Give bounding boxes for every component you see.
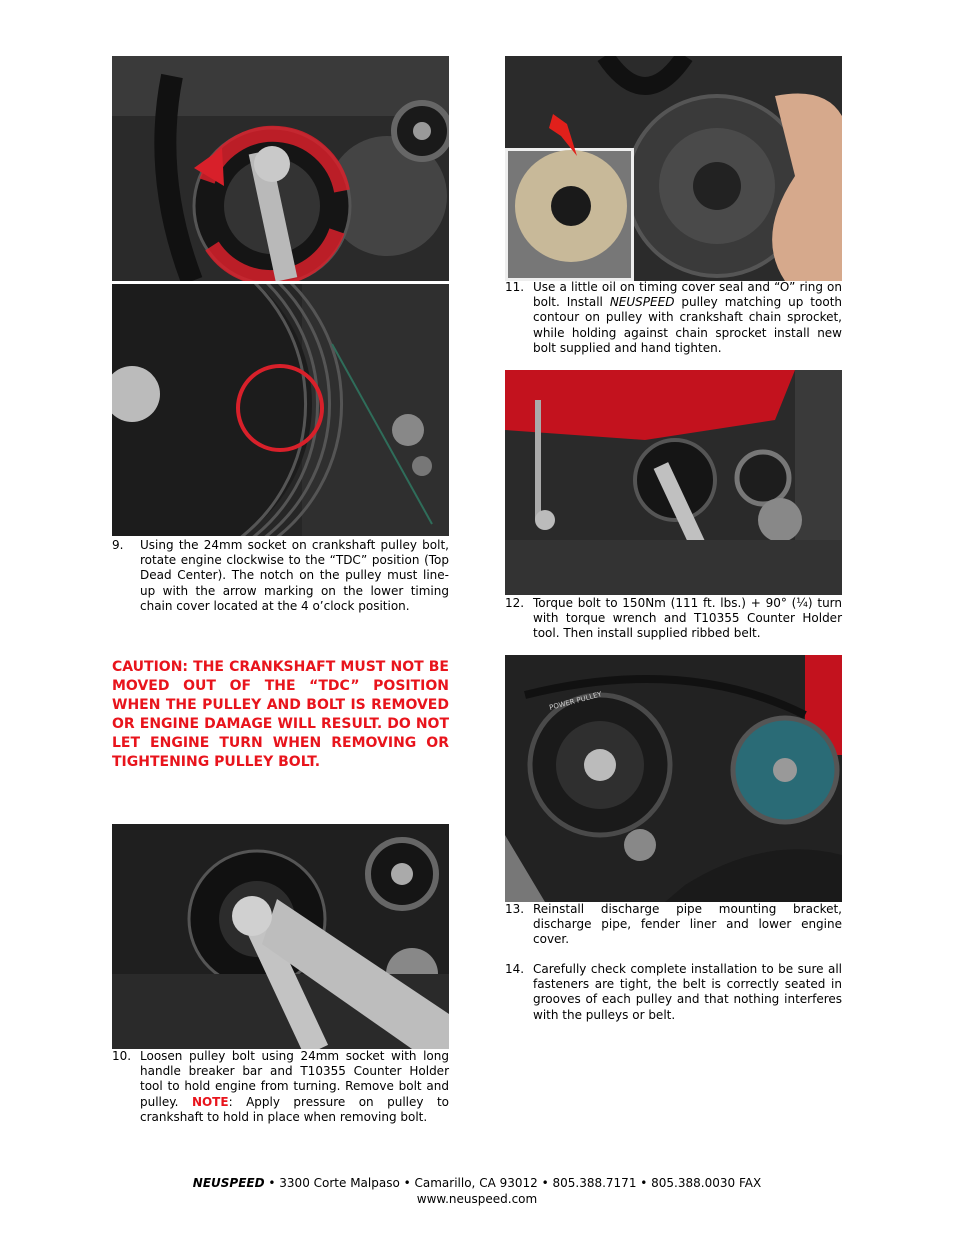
footer-brand: NEUSPEED xyxy=(192,1176,265,1190)
step-number: 9. xyxy=(112,538,124,552)
photo-installed-belt xyxy=(505,655,842,902)
step-number: 13. xyxy=(505,902,525,916)
footer-website[interactable]: www.neuspeed.com xyxy=(416,1192,538,1206)
step-text: Reinstall discharge pipe mounting bracket, discharge pipe, fender liner and lower engine cover. xyxy=(533,902,842,947)
pulley-brand-text: POWER PULLEY xyxy=(548,690,603,712)
step-number: 11. xyxy=(505,280,525,294)
step-text: Loosen pulley bolt using 24mm socket with long handle breaker bar and T10355 Counter Holder tool to hold engine from turning. Remove bolt and pulley. NOTE: Apply pressure on pulley to crankshaft to hold in place when removing bolt. xyxy=(140,1049,449,1124)
step-number: 10. xyxy=(112,1049,132,1063)
photo-socket-rotate xyxy=(112,56,449,281)
step-text: Torque bolt to 150Nm (111 ft. lbs.) + 90° (¼) turn with torque wrench and T10355 Counter Holder tool. Then install supplied ribbed belt. xyxy=(533,596,842,641)
step-text: Carefully check complete installation to be sure all fasteners are tight, the belt is correctly seated in grooves of each pulley and that nothing interferes with the pulleys or belt. xyxy=(533,962,842,1022)
footer-address: • 3300 Corte Malpaso • Camarillo, CA 93012 • 805.388.7171 • 805.388.0030 FAX xyxy=(264,1176,762,1190)
step-10 xyxy=(112,1049,449,1125)
step-text: Using the 24mm socket on crankshaft pulley bolt, rotate engine clockwise to the “TDC” position (Top Dead Center). The notch on the pulley must line-up with the arrow marking on the lower timing chain cover located at the 4 o’clock position. xyxy=(140,538,449,613)
caution-warning: CAUTION: THE CRANKSHAFT MUST NOT BE MOVED OUT OF THE “TDC” POSITION WHEN THE PULLEY AND BOLT IS REMOVED OR ENGINE DAMAGE WILL RESULT. DO NOT LET ENGINE TURN WHEN REMOVING OR TIGHTENING PULLEY BOLT. xyxy=(112,659,449,770)
photo-torque-bolt xyxy=(505,370,842,595)
footer-contact xyxy=(0,1176,954,1191)
step-12 xyxy=(505,596,842,642)
step-number: 14. xyxy=(505,962,525,976)
step-number: 12. xyxy=(505,596,525,610)
photo-install-pulley xyxy=(505,56,842,281)
brand-name: NEUSPEED xyxy=(609,295,675,310)
step-9 xyxy=(112,538,449,614)
step-13 xyxy=(505,902,842,948)
step-text: Use a little oil on timing cover seal and “O” ring on bolt. Install NEUSPEED pulley matching up tooth contour on pulley with crankshaft chain sprocket, while holding against chain sprocket install new bolt supplied and hand tighten. xyxy=(533,280,842,355)
photo-tdc-notch xyxy=(112,284,449,536)
step-14 xyxy=(505,962,842,1023)
photo-loosen-bolt xyxy=(112,824,449,1049)
note-label: NOTE xyxy=(191,1094,229,1109)
step-11 xyxy=(505,280,842,356)
